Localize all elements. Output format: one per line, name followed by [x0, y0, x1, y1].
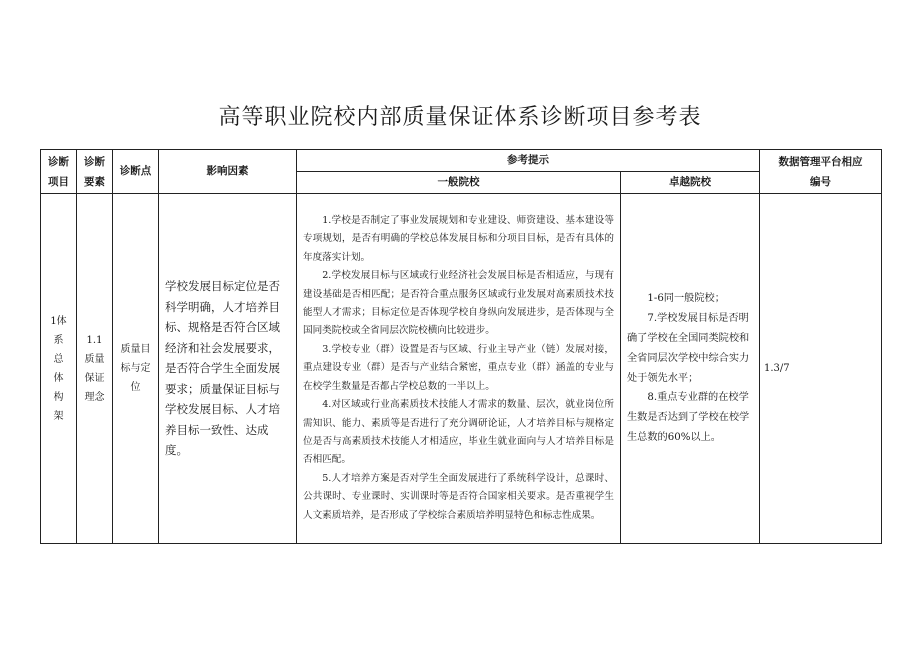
general-item: 3.学校专业（群）设置是否与区域、行业主导产业（链）发展对接，重点建设专业（群）是否与产业结合紧密，重点专业（群）涵盖的专业与在校学生数量是否都占学校总数的一半以上。	[303, 343, 614, 392]
header-diagnosis-item: 诊断项目	[41, 150, 77, 194]
page-title: 高等职业院校内部质量保证体系诊断项目参考表	[218, 105, 702, 130]
general-item: 1.学校是否制定了事业发展规划和专业建设、师资建设、基本建设等专项规划，是否有明确的学校总体发展目标和分项目目标，是否有具体的年度落实计划。	[303, 215, 614, 263]
header-general-college: 一般院校	[297, 172, 621, 194]
header-diagnosis-point: 诊断点	[113, 150, 159, 194]
general-item: 2.学校发展目标与区域或行业经济社会发展目标是否相适应，与现有建设基础是否相匹配；是否符合重点服务区域或行业发展对高素质技术技能型人才需求；目标定位是否体现学校自身纵向发展进步，是否体现与全国同类院校或全省同层次院校横向比较进步。	[303, 270, 614, 337]
header-diagnosis-element: 诊断要素	[77, 150, 113, 194]
header-reference-hint: 参考提示	[297, 150, 760, 172]
cell-diagnosis-point: 质量目标与定位	[113, 194, 159, 544]
general-item: 4.对区域或行业高素质技术技能人才需求的数量、层次，就业岗位所需知识、能力、素质等是否进行了充分调研论证，人才培养目标与规格定位是否与高素质技术技能人才相适应，毕业生就业面向与人才培养目标是否相匹配。	[303, 399, 614, 466]
cell-influencing-factors: 学校发展目标定位是否科学明确，人才培养目标、规格是否符合区域经济和社会发展要求，是否符合学生全面发展要求；质量保证目标与学校发展目标、人才培养目标一致性、达成度。	[159, 194, 297, 544]
header-excellent-college: 卓越院校	[621, 172, 760, 194]
cell-excellent-college	[621, 194, 760, 544]
header-influencing-factors: 影响因素	[159, 150, 297, 194]
cell-platform-code: 1.3/7	[760, 194, 882, 544]
general-item: 5.人才培养方案是否对学生全面发展进行了系统科学设计，总课时、公共课时、专业课时、实训课时等是否符合国家相关要求。是否重视学生人文素质培养，是否形成了学校综合素质培养明显特色和标志性成果。	[303, 472, 614, 521]
header-platform-code: 数据管理平台相应编号	[760, 150, 882, 194]
excellent-item: 7.学校发展目标是否明确了学校在全国同类院校和全省同层次学校中综合实力处于领先水平；	[627, 313, 750, 384]
cell-general-college	[297, 194, 621, 544]
cell-diagnosis-item: 1体系总体构架	[41, 194, 77, 544]
cell-diagnosis-element: 1.1质量保证理念	[77, 194, 113, 544]
excellent-item: 1-6同一般院校；	[647, 293, 725, 305]
excellent-item: 8.重点专业群的在校学生数是否达到了学校在校学生总数的60%以上。	[627, 392, 750, 443]
diagnosis-table	[40, 149, 882, 544]
